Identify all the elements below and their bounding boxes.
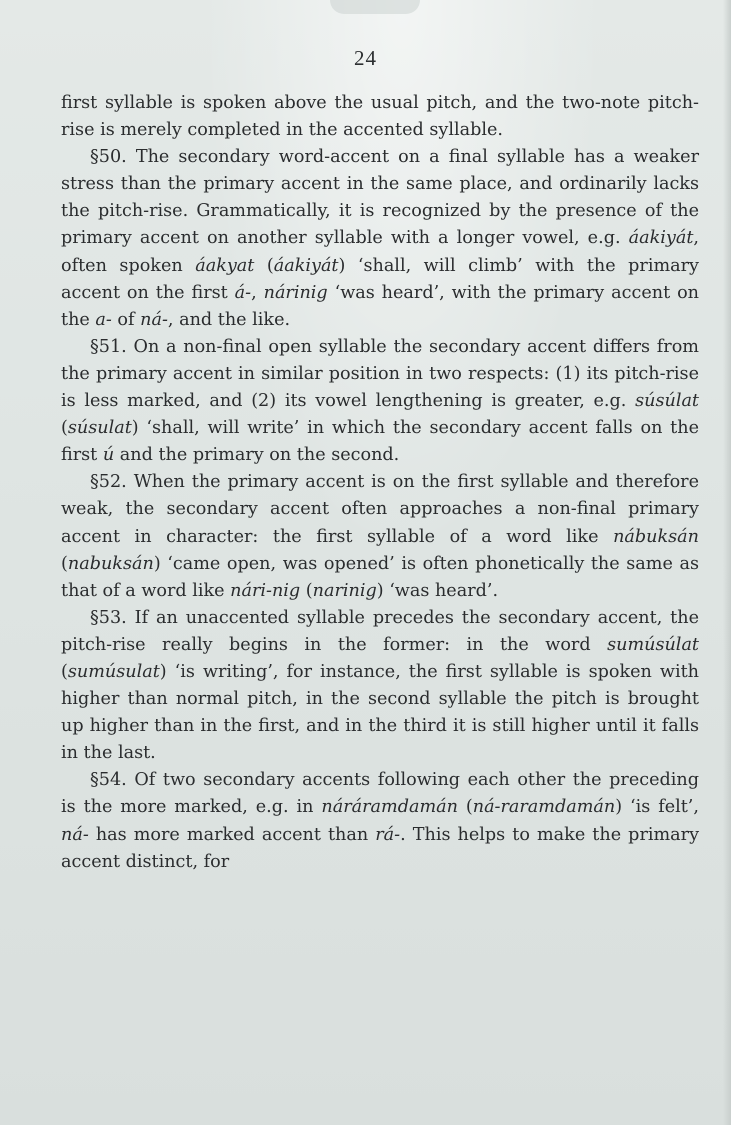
section-number: §52.	[90, 472, 127, 493]
italic-word: narinig	[312, 580, 377, 601]
section-number: §54.	[90, 770, 127, 791]
text-run: (	[61, 418, 68, 439]
text-run: (	[61, 553, 68, 574]
paragraph-s50	[61, 144, 699, 334]
italic-word: sumúsúlat	[607, 634, 699, 655]
page-edge-shadow	[723, 0, 731, 1125]
italic-word: ná-raramdamán	[472, 797, 616, 818]
text-run: and the primary on the second.	[114, 445, 400, 466]
italic-word: nabuksán	[67, 553, 154, 574]
text-run: ) ‘was heard’.	[376, 580, 499, 601]
text-run: ) ‘shall, will climb’ with the primary accent on the first	[61, 255, 699, 303]
italic-word: áakiyát	[273, 255, 339, 276]
page-smudge	[330, 0, 420, 14]
paragraph-s54	[61, 767, 699, 875]
text-run: first syllable is spoken above the usual pitch, and the two-note pitch-rise is merely completed in the accented syllable.	[61, 93, 699, 141]
italic-word: a-	[95, 309, 112, 330]
italic-word: súsúlat	[635, 391, 699, 412]
page-number: 24	[354, 46, 377, 70]
text-run: has more marked accent than	[88, 824, 376, 845]
text-run: The secondary word-accent on a final syllable has a weaker stress than the primary accent in the same place, and ordinarily lacks the pitch-rise. Grammatically, it is recognized by the presence of the primary accent on another syllable with a longer vowel, e.g.	[61, 147, 699, 249]
section-number: §51.	[90, 336, 127, 357]
text-run: ) ‘came open, was opened’ is often phonetically the same as that of a word like	[61, 553, 699, 601]
italic-word: súsulat	[67, 418, 132, 439]
text-run: ,	[251, 282, 264, 303]
italic-word: ná-	[61, 824, 89, 845]
text-run: ) ‘is writing’, for instance, the first syllable is spoken with higher than normal pitch, in the second syllable the pitch is brought up higher than in the first, and in the third it is still higher until it falls in the last.	[61, 661, 699, 764]
text-run: of	[111, 309, 141, 330]
paragraph-s51	[61, 334, 699, 469]
text-run: If an unaccented syllable precedes the secondary accent, the pitch-rise really begins in the former: in the word	[61, 607, 699, 655]
text-run: , and the like.	[167, 309, 291, 330]
text-run: (	[61, 661, 68, 682]
text-run: ‘was heard’, with the primary accent on the	[61, 282, 699, 330]
text-run: (	[300, 580, 313, 601]
paragraph-s53	[61, 605, 699, 768]
text-run: , often spoken	[61, 228, 699, 276]
text-run: . This helps to make the primary accent distinct, for	[61, 824, 700, 872]
italic-word: ú	[102, 445, 115, 466]
paragraph-cont	[61, 90, 699, 144]
text-run: On a non-final open syllable the secondary accent differs from the primary accent in similar position in two respects: (1) its pitch-rise is less marked, and (2) its vowel lengthening is greater, e.g.	[61, 336, 699, 412]
text-run: Of two secondary accents following each other the preceding is the more marked, e.g. in	[61, 770, 699, 818]
section-number: §53.	[90, 607, 127, 628]
italic-word: áakiyát	[628, 228, 694, 249]
section-number: §50.	[90, 147, 127, 168]
text-run: ) ‘is felt’,	[615, 797, 699, 818]
text-run: ) ‘shall, will write’ in which the secondary accent falls on the first	[61, 418, 699, 466]
italic-word: nárinig	[263, 282, 328, 303]
italic-word: sumúsulat	[67, 661, 160, 682]
italic-word: nábuksán	[613, 526, 699, 547]
italic-word: áakyat	[195, 255, 255, 276]
italic-word: nári-nig	[230, 580, 301, 601]
italic-word: ná-	[140, 309, 168, 330]
text-run: (	[254, 255, 274, 276]
text-run: (	[457, 797, 473, 818]
paragraph-s52	[61, 469, 699, 604]
text-run: When the primary accent is on the first syllable and therefore weak, the secondary accent often approaches a non-final primary accent in character: the first syllable of a word like	[61, 472, 699, 547]
body-text	[61, 90, 699, 876]
italic-word: á-	[234, 282, 252, 303]
italic-word: rá-	[375, 824, 401, 845]
italic-word: náráramdamán	[321, 797, 458, 818]
